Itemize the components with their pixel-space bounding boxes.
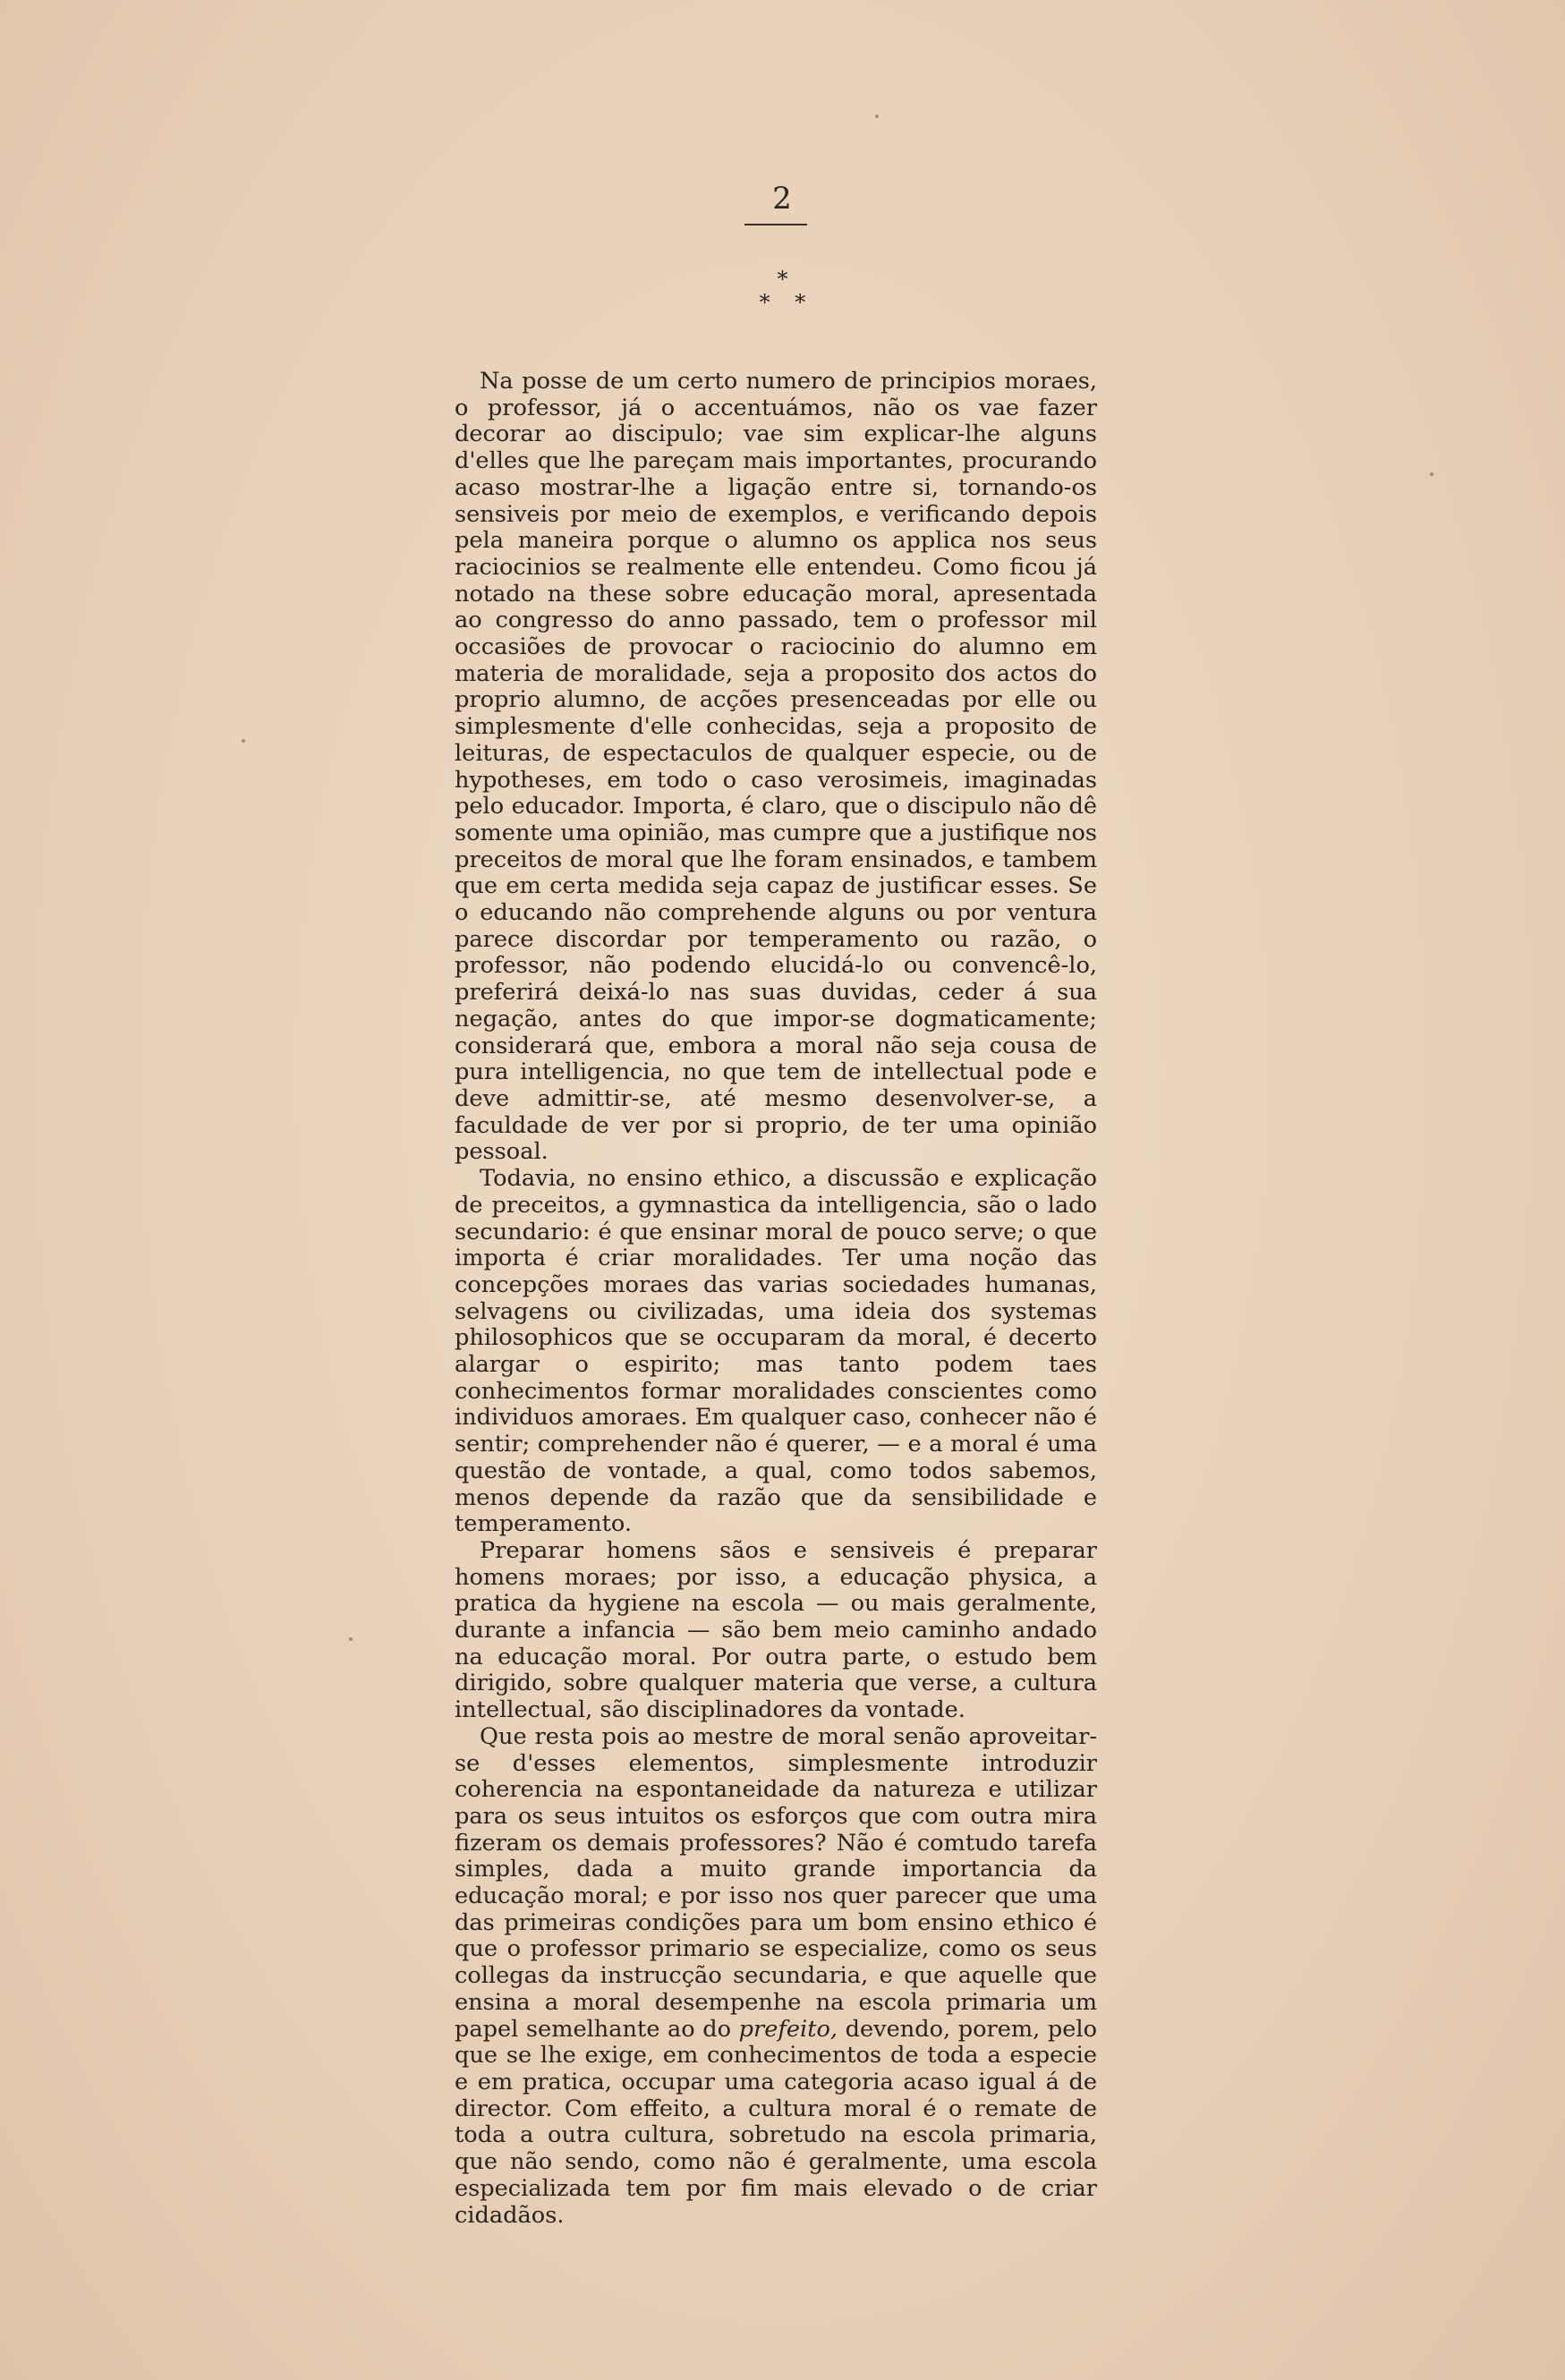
page-number: 2	[772, 181, 793, 217]
body-text	[455, 369, 1097, 2229]
paper-speck	[242, 739, 245, 743]
paper-speck	[1430, 472, 1433, 476]
paragraph-4	[455, 1724, 1097, 2229]
paragraph-3	[455, 1538, 1097, 1724]
asterism-top: *	[777, 267, 788, 292]
page-number-rule	[744, 224, 807, 225]
paragraph-3-text: Preparar homens sãos e sensiveis é preparar homens moraes; por isso, a educação physica, a pratica da hygiene na escola — ou mais geralmente, durante a infancia — são bem meio caminho andado na educação moral. Por outra parte, o estudo bem dirigido, sobre qualquer materia que verse, a cultura intellectual, são disciplinadores da vontade.	[455, 1536, 1097, 1724]
paragraph-4-italic: prefeito,	[738, 2015, 838, 2043]
paragraph-4-text-a: Que resta pois ao mestre de moral senão aproveitar-se d'esses elementos, simplesmente introduzir coherencia na espontaneidade da natureza e utilizar para os seus intuitos os esforços que com outra mira fizeram os demais professores? Não é comtudo tarefa simples, dada a muito grande importancia da educação moral; e por isso nos quer parecer que uma das primeiras condições para um bom ensino ethico é que o professor primario se especialize, como os seus collegas da instrucção secundaria, e que aquelle que ensina a moral desempenhe na escola primaria um papel semelhante ao do	[455, 1722, 1097, 2043]
paragraph-1	[455, 369, 1097, 1166]
paragraph-4-text-b: devendo, porem, pelo que se lhe exige, em conhecimentos de toda a especie e em pratica, occupar uma categoria acaso igual á de director. Com effeito, a cultura moral é o remate de toda a outra cultura, sobretudo na escola primaria, que não sendo, como não é geralmente, uma escola especializada tem por fim mais elevado o de criar cidadãos.	[455, 2015, 1098, 2229]
paragraph-2	[455, 1166, 1097, 1538]
paragraph-1-text: Na posse de um certo numero de principios moraes, o professor, já o accentuámos, não os vae fazer decorar ao discipulo; vae sim explicar-lhe alguns d'elles que lhe pareçam mais importantes, procurando acaso mostrar-lhe a ligação entre si, tornando-os sensiveis por meio de exemplos, e verificando depois pela maneira porque o alumno os applica nos seus raciocinios se realmente elle entendeu. Como ficou já notado na these sobre educação moral, apresentada ao congresso do anno passado, tem o professor mil occasiões de provocar o raciocinio do alumno em materia de moralidade, seja a proposito dos actos do proprio alumno, de acções presenceadas por elle ou simplesmente d'elle conhecidas, seja a proposito de leituras, de espectaculos de qualquer especie, ou de hypotheses, em todo o caso verosimeis, imaginadas pelo educador. Importa, é claro, que o discipulo não dê somente uma opinião, mas cumpre que a justifique nos preceitos de moral que lhe foram ensinados, e tambem que em certa medida seja capaz de justificar esses. Se o educando não comprehende alguns ou por ventura parece discordar por temperamento ou razão, o professor, não podendo elucidá-lo ou convencê-lo, preferirá deixá-lo nas suas duvidas, ceder á sua negação, antes do que impor-se dogmaticamente; considerará que, embora a moral não seja cousa de pura intelligencia, no que tem de intellectual pode e deve admittir-se, até mesmo desenvolver-se, a faculdade de ver por si proprio, de ter uma opinião pessoal.	[455, 368, 1097, 1166]
paper-speck	[349, 1637, 353, 1641]
asterism	[0, 268, 1565, 313]
paper-speck	[875, 115, 879, 118]
asterism-bottom: * *	[759, 290, 806, 315]
paragraph-2-text: Todavia, no ensino ethico, a discussão e explicação de preceitos, a gymnastica da intelligencia, são o lado secundario: é que ensinar moral de pouco serve; o que importa é criar moralidades. Ter uma noção das concepções moraes das varias sociedades humanas, selvagens ou civilizadas, uma ideia dos systemas philosophicos que se occuparam da moral, é decerto alargar o espirito; mas tanto podem taes conhecimentos formar moralidades conscientes como individuos amoraes. Em qualquer caso, conhecer não é sentir; comprehender não é querer, — e a moral é uma questão de vontade, a qual, como todos sabemos, menos depende da razão que da sensibilidade e temperamento.	[455, 1165, 1097, 1538]
